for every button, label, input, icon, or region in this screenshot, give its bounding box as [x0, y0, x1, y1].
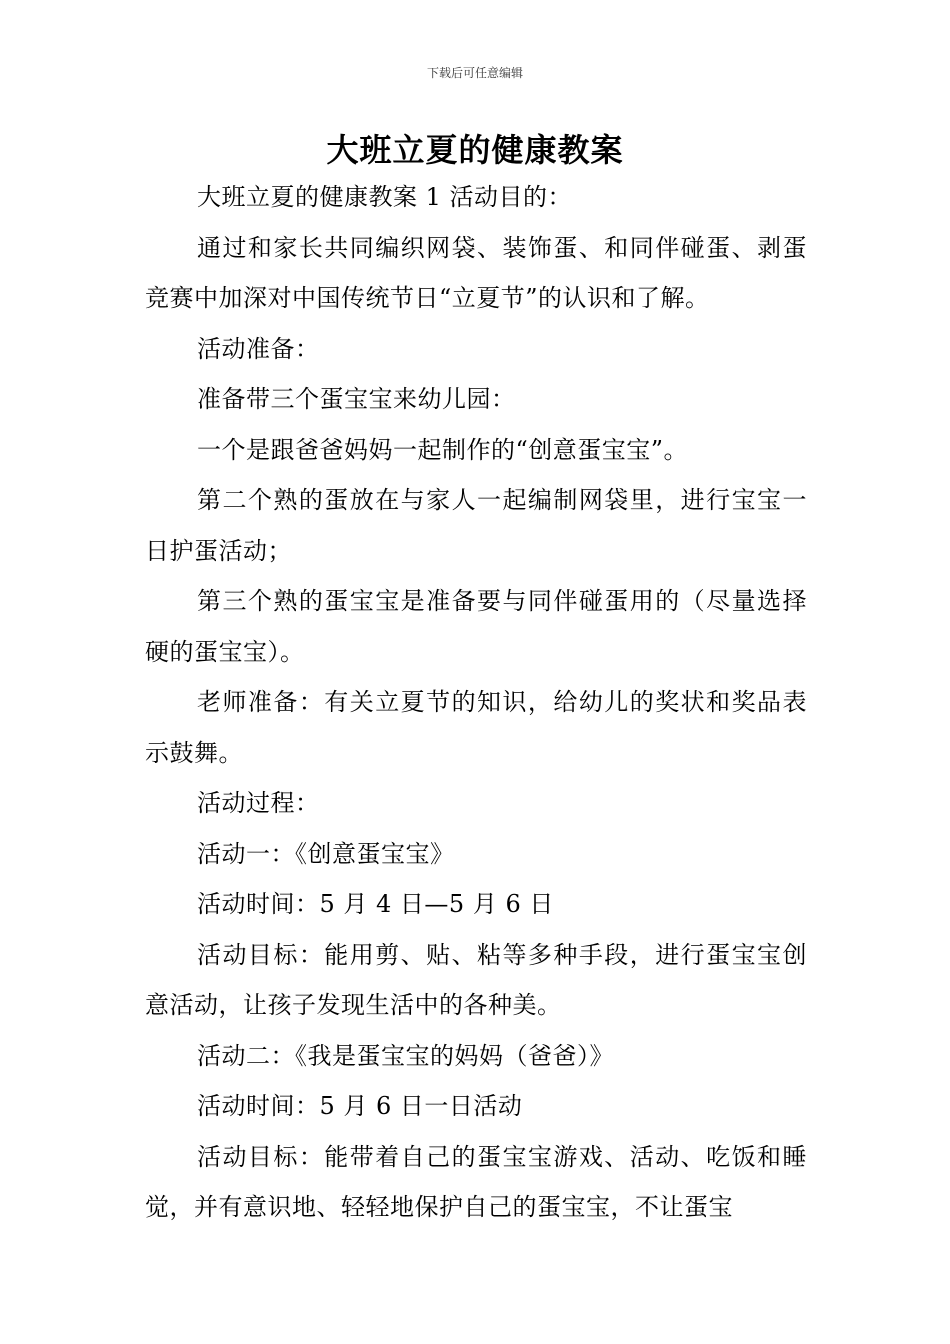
paragraph-preparation-intro: 准备带三个蛋宝宝来幼儿园：: [197, 385, 516, 413]
paragraph-teacher-preparation: 老师准备：有关立夏节的知识，给幼儿的奖状和奖品表示鼓舞。: [145, 688, 807, 767]
paragraph-activity-two-time: 活动时间：5 月 6 日一日活动: [197, 1092, 523, 1120]
paragraph-egg-one: 一个是跟爸爸妈妈一起制作的“创意蛋宝宝”。: [197, 435, 689, 464]
paragraph-purpose-heading: 大班立夏的健康教案 1 活动目的：: [197, 183, 573, 211]
document-body: [145, 172, 807, 1233]
document-title: 大班立夏的健康教案: [326, 131, 624, 169]
paragraph-activity-two-goal: 活动目标：能带着自己的蛋宝宝游戏、活动、吃饭和睡觉，并有意识地、轻轻地保护自己的蛋宝宝，不让蛋宝: [145, 1142, 807, 1221]
page-header: 下载后可任意编辑: [426, 66, 523, 80]
paragraph-activity-one-time: 活动时间：5 月 4 日—5 月 6 日: [197, 890, 554, 918]
paragraph-preparation-heading: 活动准备：: [197, 334, 320, 363]
paragraph-process-heading: 活动过程：: [197, 789, 320, 817]
paragraph-activity-one-title: 活动一：《创意蛋宝宝》: [197, 839, 455, 868]
paragraph-egg-two: 第二个熟的蛋放在与家人一起编制网袋里，进行宝宝一日护蛋活动；: [145, 486, 807, 565]
paragraph-activity-two-title: 活动二：《我是蛋宝宝的妈妈（爸爸）》: [197, 1041, 614, 1070]
paragraph-egg-three: 第三个熟的蛋宝宝是准备要与同伴碰蛋用的（尽量选择硬的蛋宝宝）。: [145, 587, 807, 666]
paragraph-purpose: 通过和家长共同编织网袋、装饰蛋、和同伴碰蛋、剥蛋竞赛中加深对中国传统节日“立夏节”的认识和了解。: [145, 233, 807, 312]
paragraph-activity-one-goal: 活动目标：能用剪、贴、粘等多种手段，进行蛋宝宝创意活动，让孩子发现生活中的各种美。: [145, 940, 807, 1019]
